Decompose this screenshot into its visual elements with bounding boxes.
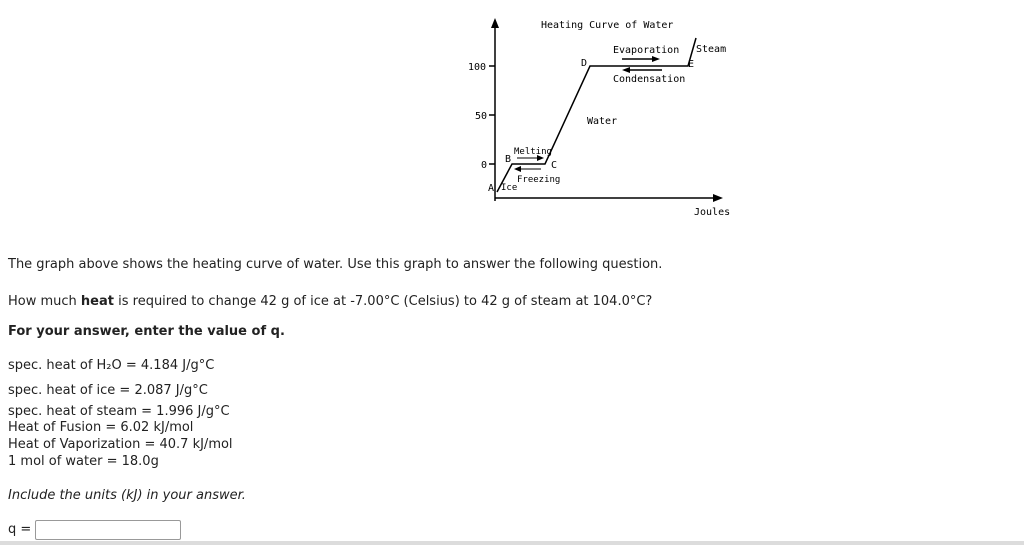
heating-curve-graph	[0, 0, 760, 230]
graph-title: Heating Curve of Water	[541, 20, 674, 31]
constant-steam-heat: spec. heat of steam = 1.996 J/g°C	[8, 404, 230, 419]
point-label-a: A	[488, 183, 495, 194]
point-label-c: C	[551, 160, 558, 171]
y-tick-label-0: 0	[481, 160, 488, 171]
y-tick-label-50: 50	[475, 111, 488, 122]
constant-mol-of-water: 1 mol of water = 18.0g	[8, 454, 159, 469]
phase-label-water: Water	[587, 116, 618, 127]
phase-label-ice: Ice	[501, 183, 518, 193]
phase-label-steam: Steam	[696, 44, 727, 55]
prompt-before: How much	[8, 294, 81, 309]
constant-ice-heat: spec. heat of ice = 2.087 J/g°C	[8, 383, 208, 398]
units-note: Include the units (kJ) in your answer.	[8, 488, 246, 503]
constant-heat-of-fusion: Heat of Fusion = 6.02 kJ/mol	[8, 420, 194, 435]
x-axis-label: Joules	[694, 207, 731, 218]
y-tick-label-100: 100	[468, 62, 487, 73]
horizontal-scrollbar[interactable]	[0, 541, 1024, 545]
prompt-bold: heat	[80, 294, 114, 309]
answer-instruction: For your answer, enter the value of q.	[8, 324, 285, 339]
constant-water-heat: spec. heat of H₂O = 4.184 J/g°C	[8, 358, 215, 373]
phase-label-freezing: Freezing	[517, 175, 561, 185]
answer-input[interactable]	[35, 520, 181, 540]
point-label-e: E	[688, 59, 695, 70]
phase-label-condensation: Condensation	[613, 74, 686, 85]
y-axis-arrowhead	[491, 18, 499, 28]
x-axis-arrowhead	[713, 194, 723, 202]
phase-label-evaporation: Evaporation	[613, 45, 680, 56]
point-label-b: B	[505, 154, 512, 165]
answer-label: q =	[8, 522, 32, 537]
prompt-after: is required to change 42 g of ice at -7.00°C (Celsius) to 42 g of steam at 104.0°C?	[113, 294, 653, 309]
question-intro: The graph above shows the heating curve of water. Use this graph to answer the following question.	[8, 257, 663, 272]
phase-label-melting: Melting	[514, 147, 552, 157]
constant-heat-of-vaporization: Heat of Vaporization = 40.7 kJ/mol	[8, 437, 233, 452]
point-label-d: D	[581, 58, 588, 69]
question-prompt	[8, 294, 652, 309]
